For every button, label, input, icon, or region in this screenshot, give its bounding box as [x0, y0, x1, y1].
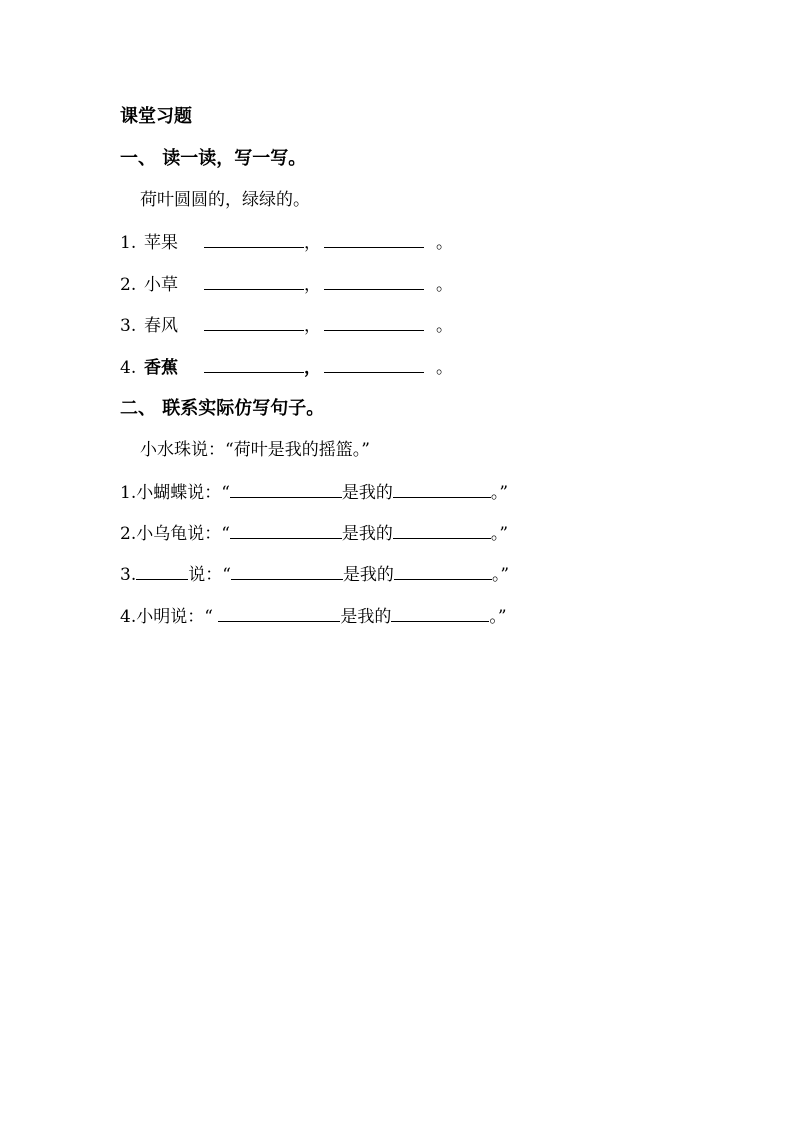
period: 。 [436, 275, 453, 295]
comma: ， [304, 316, 321, 336]
answer-blank[interactable] [393, 481, 491, 498]
answer-blank[interactable] [324, 231, 424, 248]
item-word: 春风 [144, 316, 178, 336]
section1-item-3 [120, 314, 453, 337]
item-prefix: 4.小明说：“ [120, 607, 219, 627]
page-title: 课堂习题 [120, 106, 192, 127]
item-mid: 是我的 [342, 565, 394, 585]
answer-blank[interactable] [204, 314, 304, 331]
section2-item-1 [120, 481, 508, 504]
comma: ， [304, 233, 321, 253]
item-number: 1. [120, 233, 137, 253]
answer-blank[interactable] [324, 356, 424, 373]
item-end: 。” [491, 565, 510, 585]
item-prefix: 1.小蝴蝶说：“ [120, 483, 230, 503]
item-end: 。” [489, 607, 507, 627]
section1-item-4 [120, 356, 453, 379]
answer-blank[interactable] [394, 563, 492, 580]
answer-blank[interactable] [391, 605, 489, 622]
answer-blank[interactable] [230, 481, 342, 498]
answer-blank[interactable] [218, 605, 340, 622]
answer-blank[interactable] [204, 231, 304, 248]
answer-blank[interactable] [231, 563, 343, 580]
item-number: 4. [120, 358, 137, 378]
item-word: 香蕉 [144, 358, 178, 378]
item-mid: 是我的 [340, 607, 392, 627]
section1-heading: 一、 读一读，写一写。 [120, 148, 307, 169]
item-word: 苹果 [144, 233, 178, 253]
answer-blank[interactable] [393, 522, 491, 539]
item-say: 说：“ [188, 565, 231, 585]
comma: ， [304, 358, 321, 378]
answer-blank[interactable] [136, 563, 188, 580]
section1-item-1 [120, 231, 453, 254]
item-prefix: 3. [120, 565, 137, 585]
answer-blank[interactable] [324, 273, 424, 290]
item-mid: 是我的 [341, 483, 393, 503]
section2-example: 小水珠说：“荷叶是我的摇篮。” [140, 440, 370, 460]
section2-item-3 [120, 563, 509, 586]
period: 。 [436, 316, 453, 336]
section1-item-2 [120, 273, 453, 296]
answer-blank[interactable] [324, 314, 424, 331]
section2-item-2 [120, 522, 508, 545]
item-number: 3. [120, 316, 137, 336]
item-mid: 是我的 [341, 524, 393, 544]
section2-heading: 二、 联系实际仿写句子。 [120, 398, 325, 419]
section2-item-4 [120, 605, 507, 628]
comma: ， [304, 275, 321, 295]
item-end: 。” [490, 483, 509, 503]
period: 。 [436, 358, 453, 378]
answer-blank[interactable] [204, 356, 304, 373]
answer-blank[interactable] [230, 522, 342, 539]
period: 。 [436, 233, 453, 253]
item-number: 2. [120, 275, 137, 295]
section1-example: 荷叶圆圆的，绿绿的。 [140, 190, 310, 210]
item-prefix: 2.小乌龟说：“ [120, 524, 230, 544]
item-word: 小草 [144, 275, 178, 295]
answer-blank[interactable] [204, 273, 304, 290]
item-end: 。” [490, 524, 509, 544]
